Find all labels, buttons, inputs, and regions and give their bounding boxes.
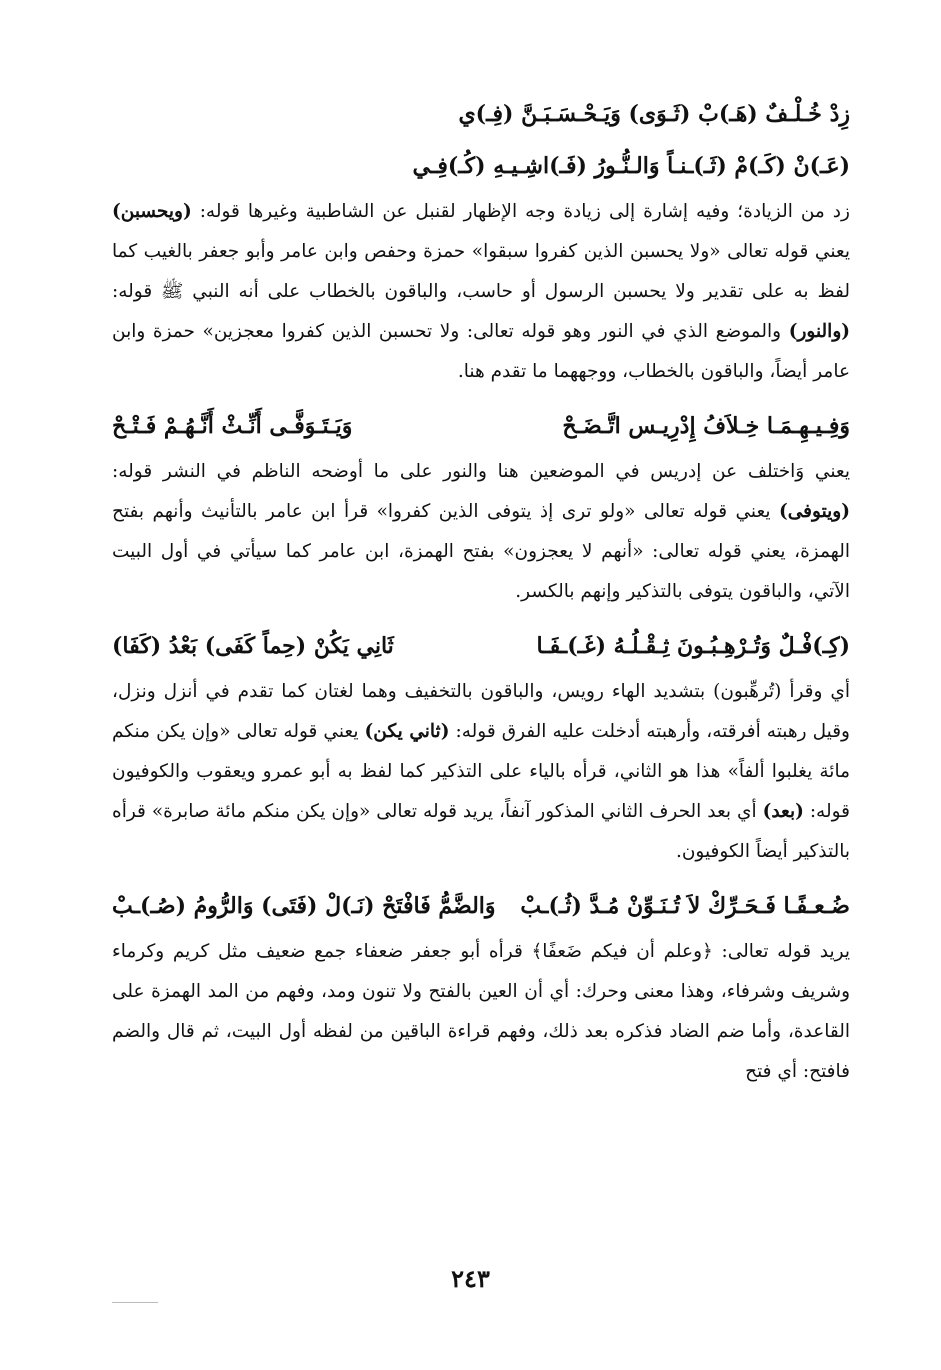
commentary-paragraph: يريد قوله تعالى: ﴿وعلم أن فيكم ضَعفًا﴾ قرأه أبو جعفر ضعفاء جمع ضعيف مثل كريم وكرماء وشريف وشرفاء، وهذا معنى وحرك: أي أن العين بالفتح ولا تنون ومد، وفهم من المد الهمزة على القاعدة، وأما ضم الضاد فذكره بعد ذلك، وفهم قراءة الباقين من لفظه أول البيت، ثم قال والضم فافتح: أي فتح xyxy=(112,941,850,1082)
verse-text: (عَـ)نْ (كَـ)مْ (ثَـ)ـنـاً وَالـنُّـورُ (فَـ)اشِـيـهِ (كُـ)فِـي xyxy=(412,153,850,179)
verse-line xyxy=(112,880,850,932)
commentary-paragraph: أي وقرأ (تُرهِّبون) بتشديد الهاء رويس، والباقون بالتخفيف وهما لغتان كما تقدم في أنزل ونزل، وقيل رهبته أفرقته، وأرهبته أدخلت عليه الفرق قوله: (ثاني يكن) يعني قوله تعالى «وإن يكن منكم مائة يغلبوا ألفاً» هذا هو الثاني، قرأه بالياء على التذكير كما لفظ به أبو عمرو ويعقوب والكوفيون قوله: (بعد) أي بعد الحرف الثاني المذكور آنفاً، يريد قوله تعالى «وإن يكن منكم مائة صابرة» قرأه بالتذكير أيضاً الكوفيون. xyxy=(112,681,851,862)
keyword: (ويتوفى) xyxy=(779,501,850,522)
keyword: (والنور) xyxy=(788,321,851,342)
page-number: ٢٤٣ xyxy=(451,1264,490,1293)
verse-first-hemistich: ضُـعـفًـا فَـحَـرِّكْ لاَ تُـنَـوِّنْ مُـدَّ (ثُـ)ـبْ xyxy=(520,893,850,919)
verse-line xyxy=(112,88,850,140)
verse-first-hemistich: وَفِـيـهِـمَـا خِـلاَفُ إِدْرِيـس اتَّـضَـحْ xyxy=(562,413,850,439)
verse-second-hemistich: وَيَـتَـوَفَّـى أَنِّـثْ أَنَّـهُـمْ فَـتْـحْ xyxy=(112,413,353,439)
verse-second-hemistich: وَالضَّمُّ فَافْتَحْ (نَـ)لْ (فَتَى) وَالرُّومُ (صُـ)ـبْ xyxy=(112,893,496,919)
verse-first-hemistich: (كِـ)فْـلٌ وَتُـرْهِـبُـونَ ثِـقْـلُـهُ (غَـ)ـفَـا xyxy=(536,633,850,659)
keyword: (ويحسبن) xyxy=(112,201,192,222)
commentary-paragraph: يعني وَاختلف عن إدريس في الموضعين هنا والنور على ما أوضحه الناظم في النشر قوله: (ويتوفى) يعني قوله تعالى «ولو ترى إذ يتوفى الذين كفروا» قرأ ابن عامر بالتأنيث وأنهم بفتح الهمزة، يعني قوله تعالى: «أنهم لا يعجزون» بفتح الهمزة، ابن عامر كما سيأتي في أول البيت الآتي، والباقون يتوفى بالتذكير وإنهم بالكسر. xyxy=(112,461,850,602)
commentary-paragraph: زد من الزيادة؛ وفيه إشارة إلى زيادة وجه الإظهار لقنبل عن الشاطبية وغيرها قوله: (ويحسبن) يعني قوله تعالى «ولا يحسبن الذين كفروا سبقوا» حمزة وحفص وابن عامر وأبو جعفر بالغيب كما لفظ به على تقدير ولا يحسبن الرسول أو حاسب، والباقون بالخطاب على أنه النبي ﷺ قوله: (والنور) والموضع الذي في النور وهو قوله تعالى: ولا تحسبن الذين كفروا معجزين» حمزة وابن عامر أيضاً، والباقون بالخطاب، ووجههما ما تقدم هنا. xyxy=(112,201,851,382)
keyword: (ثاني يكن) xyxy=(364,721,450,742)
verse-second-hemistich: ثَانِي يَكُنْ (حِماً كَفَى) بَعْدُ (كَفَا) xyxy=(112,633,394,659)
verse-line xyxy=(112,400,850,452)
verse-text: زِدْ خُـلْـفٌ (هَـ)بْ (ثَـوَى) وَيَـحْـسَـبَـنَّ (فِـ)ي xyxy=(458,101,850,127)
keyword: (بعد) xyxy=(762,801,804,822)
divider xyxy=(112,1302,158,1303)
verse-line xyxy=(112,140,850,192)
page-body xyxy=(112,88,850,1100)
verse-line xyxy=(112,620,850,672)
